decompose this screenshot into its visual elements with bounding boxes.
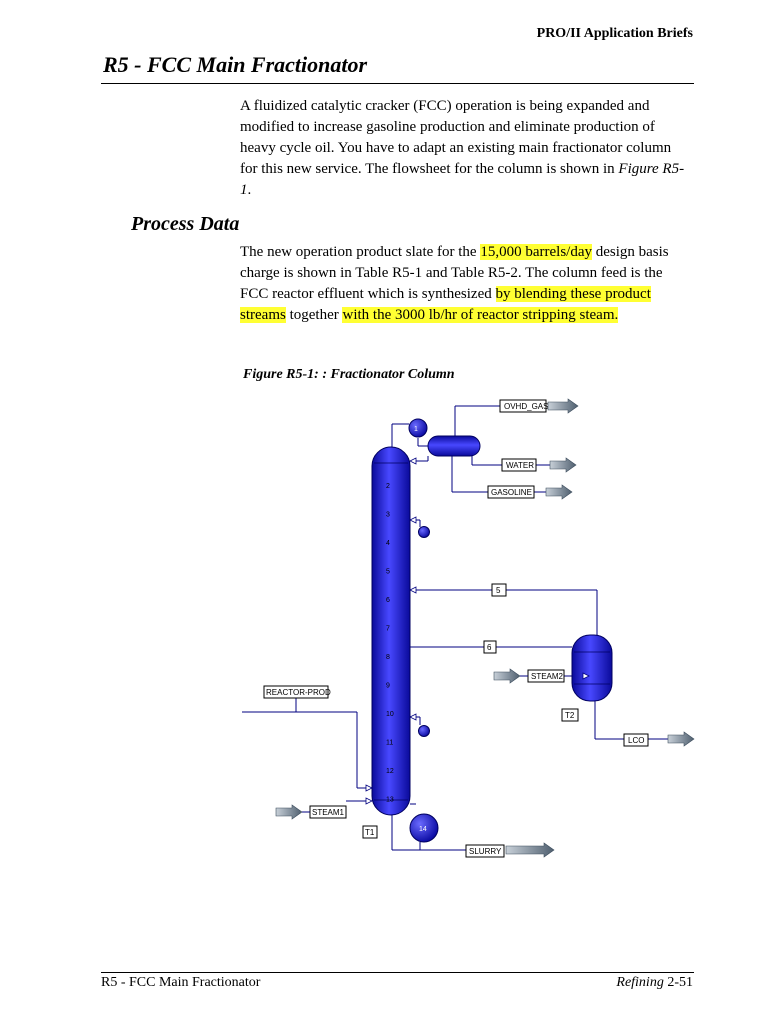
water-label: WATER [506, 461, 534, 470]
t1-label: T1 [365, 828, 375, 837]
process-paragraph [240, 242, 690, 326]
highlight-3: with the 3000 lb/hr of reactor stripping steam. [342, 307, 619, 323]
tray-number: 8 [386, 654, 390, 661]
ovhd-gas-product-arrow [548, 399, 578, 413]
page-number: 2-51 [667, 975, 693, 990]
footer-section: Refining [616, 975, 664, 990]
condenser-label: 1 [414, 426, 418, 433]
side-stripper [572, 635, 612, 701]
footer-divider [101, 972, 694, 973]
main-column [372, 447, 410, 815]
t2-label: T2 [565, 711, 575, 720]
tray-number: 6 [386, 597, 390, 604]
slurry-label: SLURRY [469, 847, 502, 856]
tray-number: 7 [386, 625, 390, 633]
steam2-feed-arrow [494, 669, 520, 683]
lco-label: LCO [628, 736, 645, 745]
title-divider [101, 83, 694, 84]
lco-product-arrow [668, 732, 694, 746]
stream-6-label: 6 [487, 643, 492, 652]
pumparound-exchanger-2 [419, 726, 430, 737]
tray-number: 9 [386, 682, 390, 690]
tray-number: 2 [386, 483, 390, 490]
condenser [409, 419, 427, 437]
tray-number: 4 [386, 540, 390, 547]
process-text-1: The new operation product slate for the [240, 244, 481, 260]
figure-reference-link[interactable]: Figure R5-1 [240, 161, 685, 198]
intro-paragraph [240, 96, 690, 201]
stream-5-label: 5 [496, 586, 501, 595]
tray-number: 11 [386, 739, 394, 747]
intro-end: . [247, 182, 252, 198]
slurry-product-arrow [506, 843, 554, 857]
series-title: PRO/II Application Briefs [536, 26, 693, 41]
steam1-feed-arrow [276, 805, 302, 819]
figure-caption: Figure R5-1: : Fractionator Column [243, 367, 455, 382]
process-text-3: together [285, 307, 343, 323]
process-text-2: design basis charge is shown in Table R5-1 and Table R5-2. The column feed is the FCC reactor effluent which is synthesized [240, 244, 669, 302]
tray-number: 12 [386, 768, 394, 775]
tray-number: 3 [386, 511, 390, 519]
gasoline-product-arrow [546, 485, 572, 499]
highlight-1: 15,000 barrels/day [480, 244, 592, 260]
pumparound-exchanger-1 [419, 527, 430, 538]
footer-title: R5 - FCC Main Fractionator [101, 975, 261, 990]
intro-text: A fluidized catalytic cracker (FCC) operation is being expanded and modified to increase gasoline production and eliminate production of heavy cycle oil. You have to adapt an existing main fractionator column for this new service. The flowsheet for the column is shown in [240, 98, 672, 177]
tray-number: 10 [386, 711, 394, 718]
tray-number: 13 [386, 796, 394, 804]
water-product-arrow [550, 458, 576, 472]
section-heading: Process Data [131, 213, 240, 235]
ovhd-gas-label: OVHD_GAS [504, 402, 549, 411]
steam2-label: STEAM2 [531, 672, 564, 681]
steam1-label: STEAM1 [312, 808, 345, 817]
reactor-prod-label: REACTOR-PROD [266, 688, 331, 697]
page-title: R5 - FCC Main Fractionator [103, 52, 368, 77]
reboiler-label: 14 [419, 826, 427, 833]
highlight-2: by blending these product streams [240, 286, 651, 323]
stream-lines [242, 406, 668, 850]
tray-number: 5 [386, 568, 390, 576]
reflux-drum [428, 436, 480, 456]
fractionator-flowsheet [0, 390, 768, 870]
footer-page [616, 975, 693, 991]
gasoline-label: GASOLINE [491, 488, 532, 497]
